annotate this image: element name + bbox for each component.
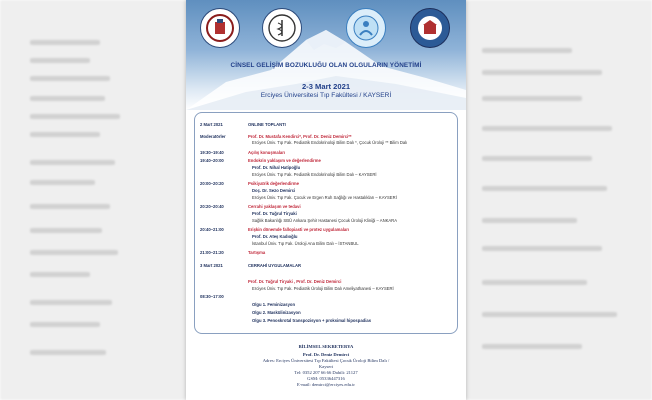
moderators-names: Prof. Dr. Mustafa Kendirci*, Prof. Dr. Deniz Demirci** bbox=[248, 134, 352, 139]
program-session-title: ONLINE TOPLANTI bbox=[248, 122, 286, 127]
secretariat-name: Prof. Dr. Deniz Demirci bbox=[302, 352, 350, 357]
case-item: Olgu 3. Penoskrotal transpozisyon + proksimal hipospadias bbox=[252, 318, 372, 323]
talk-title: Tartışma bbox=[248, 250, 266, 255]
pediatric-urology-association-logo bbox=[346, 8, 386, 48]
background-left bbox=[0, 0, 190, 400]
program-date-1: 2 Mart 2021 bbox=[200, 122, 223, 127]
moderators-label: Moderatörler bbox=[200, 134, 226, 139]
speaker-name: Prof. Dr. Tuğrul Tiryaki bbox=[252, 211, 297, 216]
talk-title: Cerrahi yaklaşım ve tedavi bbox=[248, 204, 301, 209]
speaker-affiliation: Erciyes Üniv. Tıp Fak. Çocuk ve Ergen Ruh Sağlığı ve Hastalıkları – KAYSERİ bbox=[252, 195, 397, 200]
banner bbox=[186, 0, 466, 110]
speaker-name: Prof. Dr. Nihal Hatipoğlu bbox=[252, 165, 301, 170]
surgeons-affiliation: Erciyes Üniv. Tıp Fak. Pediatrik Üroloji Bilim Dalı Ameliyathanesi – KAYSERİ bbox=[252, 286, 394, 291]
secretariat-heading: BİLİMSEL SEKRETERYA bbox=[298, 344, 354, 349]
speaker-name: Doç. Dr. Sezo Demirci bbox=[252, 188, 296, 193]
time-slot: 20:20–20:40 bbox=[200, 204, 224, 209]
moderators-affiliation: Erciyes Üniv. Tıp Fak. Pediatrik Endokrinoloji Bilim Dalı *, Çocuk Üroloji ** Bilim Dalı bbox=[252, 140, 408, 145]
program-date-2: 3 Mart 2021 bbox=[200, 263, 223, 268]
speaker-name: Prof. Dr. Ateş Kadıoğlu bbox=[252, 234, 298, 239]
talk-title: Psikiyatrik değerlendirme bbox=[248, 181, 299, 186]
talk-title: Endokrin yaklaşım ve değerlendirme bbox=[248, 158, 321, 163]
program-session-title: CERRAHİ UYGULAMALAR bbox=[248, 263, 302, 268]
secretariat-address: Adres: Erciyes Üniversitesi Tıp Fakültesi Çocuk Üroloji Bilim Dalı / bbox=[262, 358, 390, 363]
time-slot: 19:30–19:40 bbox=[200, 150, 224, 155]
time-slot: 20:00–20:20 bbox=[200, 181, 224, 186]
secretariat-gsm: GSM: 05336447316 bbox=[307, 376, 345, 381]
background-right bbox=[462, 0, 652, 400]
speaker-affiliation: İstanbul Üniv. Tıp Fak. Üroloji Ana Bilim Dalı – İSTANBUL bbox=[252, 241, 359, 246]
event-venue: Erciyes Üniversitesi Tıp Fakültesi / KAYSERİ bbox=[260, 92, 392, 99]
university-building-seal-logo bbox=[410, 8, 450, 48]
secretariat-phone: Tel: 0352 207 66 66 Dahili: 21127 bbox=[294, 370, 358, 375]
time-slot: 19:40–20:00 bbox=[200, 158, 224, 163]
speaker-affiliation: Sağlık Bakanlığı SBÜ Ankara Şehir Hastanesi Çocuk Üroloji Kliniği – ANKARA bbox=[252, 218, 398, 223]
program-box bbox=[194, 112, 458, 334]
secretariat-city: Kayseri bbox=[318, 364, 334, 369]
university-seal-logo bbox=[200, 8, 240, 48]
medical-faculty-seal-logo bbox=[262, 8, 302, 48]
talk-title: Erişkin dönemde fallopiasti ve protez uygulamaları bbox=[248, 227, 349, 232]
event-date: 2-3 Mart 2021 bbox=[301, 82, 351, 91]
secretariat-email[interactable]: E-mail: demirci@erciyes.edu.tr bbox=[297, 382, 355, 387]
surgeons-names: Prof. Dr. Tuğrul Tiryaki , Prof. Dr. Deniz Demirci bbox=[248, 279, 342, 284]
speaker-affiliation: Erciyes Üniv. Tıp Fak. Pediatrik Endokrinoloji Bilim Dalı – KAYSERİ bbox=[252, 172, 377, 177]
case-item: Olgu 2. Maskülinizasyon bbox=[252, 310, 301, 315]
talk-title: Açılış konuşmaları bbox=[248, 150, 286, 155]
case-item: Olgu 1. Feminizasyon bbox=[252, 302, 296, 307]
time-slot: 08:30–17:00 bbox=[200, 294, 224, 299]
time-slot: 20:40–21:00 bbox=[200, 227, 224, 232]
time-slot: 21:00–21:20 bbox=[200, 250, 224, 255]
event-program-document bbox=[186, 0, 466, 400]
event-title: CİNSEL GELİŞİM BOZUKLUĞU OLAN OLGULARIN YÖNETİMİ bbox=[230, 62, 422, 69]
